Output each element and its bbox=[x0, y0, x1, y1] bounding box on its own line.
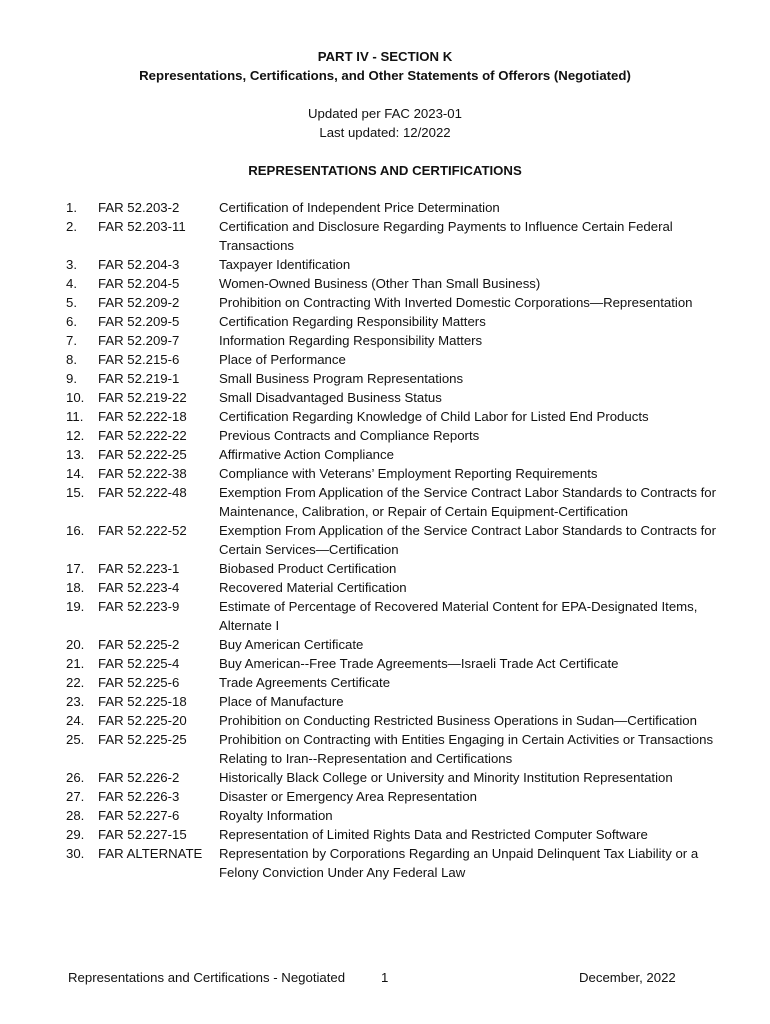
item-number: 23. bbox=[66, 694, 85, 709]
item-number: 1. bbox=[66, 200, 77, 215]
clause-description: Previous Contracts and Compliance Reports bbox=[219, 428, 480, 443]
item-number: 9. bbox=[66, 371, 77, 386]
far-clause-number: FAR 52.225-2 bbox=[98, 637, 180, 652]
list-item bbox=[66, 635, 716, 654]
far-clause-number: FAR 52.225-25 bbox=[98, 732, 187, 747]
page-number: 1 bbox=[381, 970, 389, 985]
item-number: 8. bbox=[66, 352, 77, 367]
item-number: 13. bbox=[66, 447, 85, 462]
far-clause-number: FAR 52.219-22 bbox=[98, 390, 187, 405]
far-clause-number: FAR 52.225-20 bbox=[98, 713, 187, 728]
item-number: 17. bbox=[66, 561, 85, 576]
clause-description: Representation of Limited Rights Data and Restricted Computer Software bbox=[219, 827, 648, 842]
list-item bbox=[66, 597, 716, 635]
footer-date: December, 2022 bbox=[579, 970, 676, 985]
far-clause-number: FAR 52.209-5 bbox=[98, 314, 180, 329]
clause-description: Royalty Information bbox=[219, 808, 333, 823]
far-clause-number: FAR 52.222-38 bbox=[98, 466, 187, 481]
clause-description: Prohibition on Contracting With Inverted Domestic Corporations—Representation bbox=[219, 295, 693, 310]
clause-description: Historically Black College or University and Minority Institution Representation bbox=[219, 770, 673, 785]
item-number: 10. bbox=[66, 390, 85, 405]
clause-description: Prohibition on Contracting with Entities Engaging in Certain Activities or Transactions Relating to Iran--Representation and Certifications bbox=[219, 732, 714, 766]
item-number: 7. bbox=[66, 333, 77, 348]
clause-description: Place of Performance bbox=[219, 352, 346, 367]
far-clause-number: FAR 52.223-1 bbox=[98, 561, 180, 576]
list-item bbox=[66, 369, 716, 388]
clause-description: Exemption From Application of the Service Contract Labor Standards to Contracts for Certain Services—Certification bbox=[219, 523, 716, 557]
clause-description: Certification Regarding Responsibility Matters bbox=[219, 314, 486, 329]
clause-description: Affirmative Action Compliance bbox=[219, 447, 394, 462]
list-item bbox=[66, 673, 716, 692]
item-number: 14. bbox=[66, 466, 85, 481]
item-number: 28. bbox=[66, 808, 85, 823]
clause-description: Biobased Product Certification bbox=[219, 561, 397, 576]
item-number: 16. bbox=[66, 523, 85, 538]
item-number: 22. bbox=[66, 675, 85, 690]
part-heading: PART IV - SECTION K bbox=[317, 49, 453, 64]
list-item bbox=[66, 578, 716, 597]
far-clause-number: FAR 52.223-4 bbox=[98, 580, 180, 595]
far-clause-number: FAR 52.203-2 bbox=[98, 200, 180, 215]
list-item bbox=[66, 787, 716, 806]
list-item bbox=[66, 654, 716, 673]
far-clause-number: FAR 52.204-5 bbox=[98, 276, 180, 291]
list-item bbox=[66, 350, 716, 369]
clause-description: Disaster or Emergency Area Representation bbox=[219, 789, 478, 804]
item-number: 12. bbox=[66, 428, 85, 443]
clause-description: Taxpayer Identification bbox=[219, 257, 351, 272]
list-item bbox=[66, 217, 716, 255]
list-item bbox=[66, 692, 716, 711]
far-clause-number: FAR ALTERNATE bbox=[98, 846, 203, 861]
item-number: 4. bbox=[66, 276, 77, 291]
far-clause-number: FAR 52.222-18 bbox=[98, 409, 187, 424]
far-clause-number: FAR 52.223-9 bbox=[98, 599, 180, 614]
item-number: 11. bbox=[66, 409, 84, 424]
list-item bbox=[66, 464, 716, 483]
list-item bbox=[66, 198, 716, 217]
item-number: 26. bbox=[66, 770, 85, 785]
clause-description: Small Disadvantaged Business Status bbox=[219, 390, 442, 405]
clause-description: Buy American Certificate bbox=[219, 637, 364, 652]
list-item bbox=[66, 730, 716, 768]
list-item bbox=[66, 483, 716, 521]
list-item bbox=[66, 521, 716, 559]
list-item bbox=[66, 825, 716, 844]
clause-description: Certification Regarding Knowledge of Child Labor for Listed End Products bbox=[219, 409, 649, 424]
clause-description: Small Business Program Representations bbox=[219, 371, 464, 386]
far-clause-number: FAR 52.222-22 bbox=[98, 428, 187, 443]
clause-description: Representation by Corporations Regarding an Unpaid Delinquent Tax Liability or a Felony Conviction Under Any Federal Law bbox=[219, 846, 699, 880]
item-number: 30. bbox=[66, 846, 85, 861]
item-number: 21. bbox=[66, 656, 85, 671]
section-title: REPRESENTATIONS AND CERTIFICATIONS bbox=[248, 163, 522, 178]
item-number: 18. bbox=[66, 580, 85, 595]
list-item bbox=[66, 274, 716, 293]
clause-description: Prohibition on Conducting Restricted Business Operations in Sudan—Certification bbox=[219, 713, 697, 728]
far-clause-number: FAR 52.209-7 bbox=[98, 333, 180, 348]
clause-description: Buy American--Free Trade Agreements—Israeli Trade Act Certificate bbox=[219, 656, 619, 671]
clause-description: Estimate of Percentage of Recovered Material Content for EPA-Designated Items, Alternate I bbox=[219, 599, 698, 633]
far-clause-number: FAR 52.222-48 bbox=[98, 485, 187, 500]
document-title: Representations, Certifications, and Other Statements of Offerors (Negotiated) bbox=[139, 68, 631, 83]
far-clause-number: FAR 52.203-11 bbox=[98, 219, 186, 234]
clause-description: Compliance with Veterans’ Employment Reporting Requirements bbox=[219, 466, 598, 481]
item-number: 24. bbox=[66, 713, 85, 728]
far-clause-number: FAR 52.227-15 bbox=[98, 827, 187, 842]
list-item bbox=[66, 559, 716, 578]
clause-description: Certification of Independent Price Determination bbox=[219, 200, 500, 215]
certification-list bbox=[66, 198, 716, 882]
far-clause-number: FAR 52.225-18 bbox=[98, 694, 187, 709]
list-item bbox=[66, 293, 716, 312]
clause-description: Women-Owned Business (Other Than Small Business) bbox=[219, 276, 541, 291]
far-clause-number: FAR 52.225-4 bbox=[98, 656, 180, 671]
far-clause-number: FAR 52.226-3 bbox=[98, 789, 180, 804]
item-number: 5. bbox=[66, 295, 77, 310]
list-item bbox=[66, 806, 716, 825]
clause-description: Recovered Material Certification bbox=[219, 580, 407, 595]
last-updated: Last updated: 12/2022 bbox=[319, 125, 451, 140]
list-item bbox=[66, 388, 716, 407]
far-clause-number: FAR 52.226-2 bbox=[98, 770, 180, 785]
list-item bbox=[66, 445, 716, 464]
item-number: 27. bbox=[66, 789, 85, 804]
list-item bbox=[66, 426, 716, 445]
item-number: 15. bbox=[66, 485, 85, 500]
clause-description: Information Regarding Responsibility Matters bbox=[219, 333, 483, 348]
item-number: 6. bbox=[66, 314, 77, 329]
item-number: 3. bbox=[66, 257, 77, 272]
item-number: 20. bbox=[66, 637, 85, 652]
list-item bbox=[66, 331, 716, 350]
list-item bbox=[66, 844, 716, 882]
list-item bbox=[66, 768, 716, 787]
item-number: 2. bbox=[66, 219, 77, 234]
far-clause-number: FAR 52.219-1 bbox=[98, 371, 180, 386]
item-number: 19. bbox=[66, 599, 85, 614]
clause-description: Trade Agreements Certificate bbox=[219, 675, 391, 690]
footer-title: Representations and Certifications - Negotiated bbox=[68, 970, 346, 985]
far-clause-number: FAR 52.225-6 bbox=[98, 675, 180, 690]
far-clause-number: FAR 52.209-2 bbox=[98, 295, 180, 310]
list-item bbox=[66, 711, 716, 730]
far-clause-number: FAR 52.204-3 bbox=[98, 257, 180, 272]
update-note: Updated per FAC 2023-01 bbox=[308, 106, 462, 121]
far-clause-number: FAR 52.227-6 bbox=[98, 808, 180, 823]
list-item bbox=[66, 407, 716, 426]
clause-description: Exemption From Application of the Service Contract Labor Standards to Contracts for Maintenance, Calibration, or Repair of Certain Equipment-Certification bbox=[219, 485, 716, 519]
list-item bbox=[66, 255, 716, 274]
far-clause-number: FAR 52.222-52 bbox=[98, 523, 187, 538]
list-item bbox=[66, 312, 716, 331]
item-number: 25. bbox=[66, 732, 85, 747]
clause-description: Certification and Disclosure Regarding Payments to Influence Certain Federal Transactions bbox=[219, 219, 673, 253]
clause-description: Place of Manufacture bbox=[219, 694, 344, 709]
item-number: 29. bbox=[66, 827, 85, 842]
far-clause-number: FAR 52.215-6 bbox=[98, 352, 180, 367]
far-clause-number: FAR 52.222-25 bbox=[98, 447, 187, 462]
